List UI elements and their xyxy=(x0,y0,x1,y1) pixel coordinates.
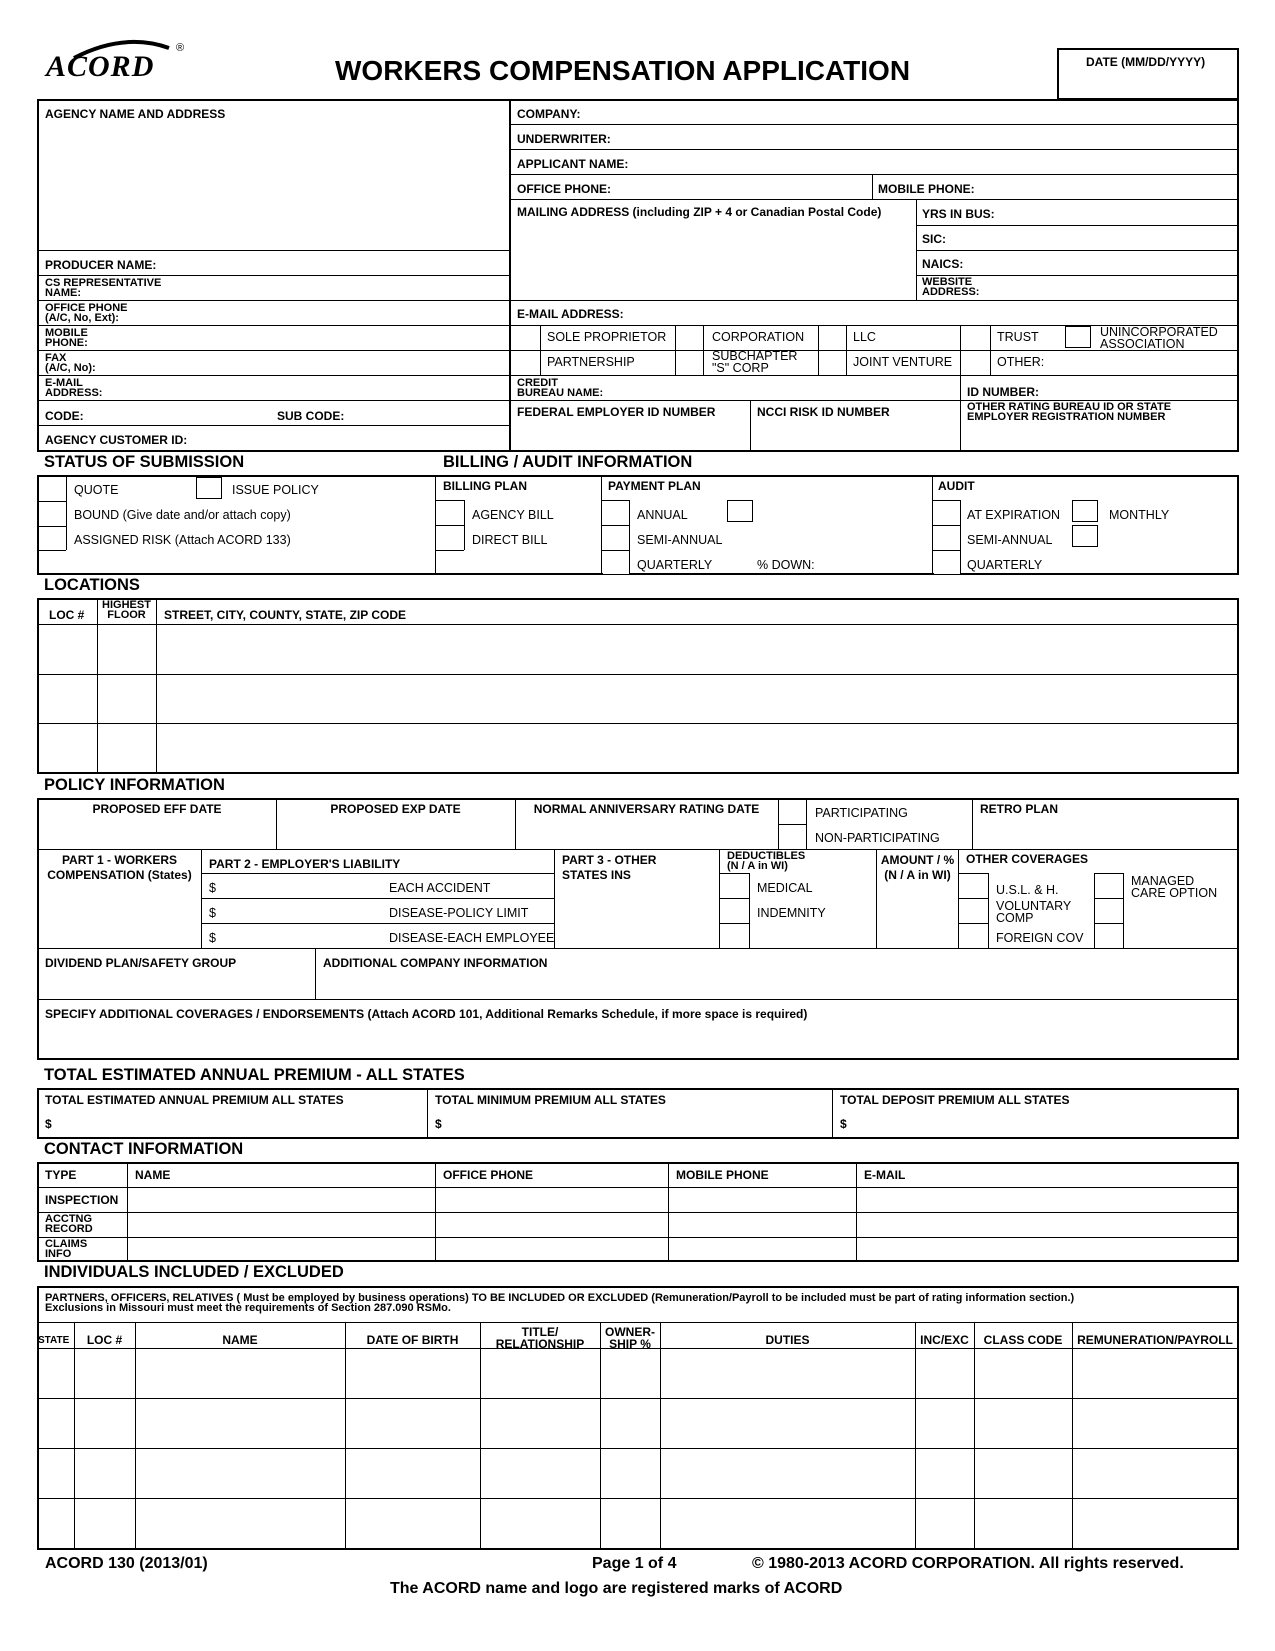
eff-date-label: PROPOSED EFF DATE xyxy=(92,802,222,816)
agency-customer-id-label: AGENCY CUSTOMER ID: xyxy=(45,433,188,447)
other-entity-label: OTHER: xyxy=(997,355,1045,369)
ind-ownership-header: OWNER- SHIP % xyxy=(605,1325,655,1351)
direct-bill-label: DIRECT BILL xyxy=(472,533,548,547)
form-id: ACORD 130 (2013/01) xyxy=(45,1555,208,1572)
assigned-risk-label: ASSIGNED RISK (Attach ACORD 133) xyxy=(74,533,291,547)
total-est-premium-label: TOTAL ESTIMATED ANNUAL PREMIUM ALL STATES xyxy=(45,1093,344,1107)
non-participating-label: NON-PARTICIPATING xyxy=(815,831,940,845)
at-expiration-checkbox[interactable] xyxy=(934,502,960,524)
mailing-address-label: MAILING ADDRESS (including ZIP + 4 or Canadian Postal Code) xyxy=(517,205,882,219)
ind-loc-header: LOC # xyxy=(86,1333,123,1347)
acctng-row-label: ACCTNG RECORD xyxy=(45,1213,93,1235)
total-min-premium-dollar: $ xyxy=(435,1117,442,1131)
contact-section-title: CONTACT INFORMATION xyxy=(44,1140,244,1158)
other-cov-extra2-checkbox[interactable] xyxy=(1095,925,1121,947)
producer-name-label: PRODUCER NAME: xyxy=(45,258,157,272)
contact-mobile-header: MOBILE PHONE xyxy=(676,1168,769,1182)
form-title: WORKERS COMPENSATION APPLICATION xyxy=(335,55,911,86)
agency-mobile-label: MOBILE PHONE: xyxy=(45,327,88,349)
partnership-label: PARTNERSHIP xyxy=(547,355,635,369)
dividend-plan-label: DIVIDEND PLAN/SAFETY GROUP xyxy=(45,956,237,970)
status-section-title: STATUS OF SUBMISSION xyxy=(44,453,245,471)
subchapter-s-label: SUBCHAPTER "S" CORP xyxy=(712,349,798,375)
part1-label: PART 1 - WORKERS COMPENSATION (States) xyxy=(47,853,192,882)
address-col-header: STREET, CITY, COUNTY, STATE, ZIP CODE xyxy=(164,608,407,622)
disease-employee-dollar: $ xyxy=(209,931,216,945)
anniversary-label: NORMAL ANNIVERSARY RATING DATE xyxy=(533,802,760,816)
payment-monthly-checkbox[interactable] xyxy=(727,500,753,522)
total-est-premium-dollar: $ xyxy=(45,1117,52,1131)
quarterly-label: QUARTERLY xyxy=(637,558,713,572)
trust-checkbox[interactable] xyxy=(962,327,988,349)
agency-bill-label: AGENCY BILL xyxy=(472,508,554,522)
joint-venture-checkbox[interactable] xyxy=(819,352,845,374)
total-min-premium-label: TOTAL MINIMUM PREMIUM ALL STATES xyxy=(435,1093,666,1107)
audit-semi-annual-checkbox[interactable] xyxy=(934,527,960,549)
non-participating-checkbox[interactable] xyxy=(779,825,805,847)
unincorporated-label: UNINCORPORATED ASSOCIATION xyxy=(1100,325,1218,351)
copyright: © 1980-2013 ACORD CORPORATION. All rights reserved. xyxy=(752,1555,1184,1572)
payment-plan-label: PAYMENT PLAN xyxy=(608,479,701,493)
contact-email-header: E-MAIL xyxy=(864,1168,906,1182)
applicant-email-label: E-MAIL ADDRESS: xyxy=(517,307,624,321)
logo-text: ACORD xyxy=(46,50,155,83)
audit-extra-checkbox[interactable] xyxy=(1072,525,1098,547)
audit-quarterly-checkbox[interactable] xyxy=(934,552,960,574)
ncci-label: NCCI RISK ID NUMBER xyxy=(757,405,890,419)
ind-incexc-header: INC/EXC xyxy=(920,1333,969,1347)
each-accident-label: EACH ACCIDENT xyxy=(389,881,491,895)
semi-annual-label: SEMI-ANNUAL xyxy=(637,533,723,547)
other-coverages-label: OTHER COVERAGES xyxy=(966,852,1089,866)
ind-duties-header: DUTIES xyxy=(765,1333,810,1347)
foreign-cov-checkbox[interactable] xyxy=(960,925,986,947)
yrs-in-bus-label: YRS IN BUS: xyxy=(922,207,995,221)
participating-checkbox[interactable] xyxy=(779,800,805,822)
agency-email-label: E-MAIL ADDRESS: xyxy=(45,377,103,399)
billing-plan-label: BILLING PLAN xyxy=(443,479,527,493)
naics-label: NAICS: xyxy=(922,257,964,271)
medical-checkbox[interactable] xyxy=(721,875,747,897)
loc-col-header: LOC # xyxy=(49,608,85,622)
at-expiration-label: AT EXPIRATION xyxy=(967,508,1061,522)
exp-date-label: PROPOSED EXP DATE xyxy=(330,802,461,816)
sole-proprietor-checkbox[interactable] xyxy=(513,327,539,349)
website-label: WEBSITE ADDRESS: xyxy=(922,276,980,298)
voluntary-comp-checkbox[interactable] xyxy=(960,900,986,922)
joint-venture-label: JOINT VENTURE xyxy=(853,355,953,369)
ind-payroll-header: REMUNERATION/PAYROLL xyxy=(1077,1333,1233,1347)
agency-office-phone-label: OFFICE PHONE (A/C, No, Ext): xyxy=(45,302,128,324)
ind-state-header: STATE xyxy=(38,1335,70,1346)
part2-label: PART 2 - EMPLOYER'S LIABILITY xyxy=(209,857,401,871)
ind-title-header: TITLE/ RELATIONSHIP xyxy=(495,1325,585,1351)
audit-label: AUDIT xyxy=(938,479,975,493)
quote-checkbox[interactable] xyxy=(39,478,65,500)
billing-section-title: BILLING / AUDIT INFORMATION xyxy=(443,453,693,471)
id-number-label: ID NUMBER: xyxy=(967,385,1039,399)
annual-checkbox[interactable] xyxy=(603,502,629,524)
audit-semi-annual-label: SEMI-ANNUAL xyxy=(967,533,1053,547)
deductibles-label: DEDUCTIBLES (N / A in WI) xyxy=(727,850,806,872)
sole-proprietor-label: SOLE PROPRIETOR xyxy=(547,330,667,344)
audit-monthly-checkbox[interactable] xyxy=(1072,500,1098,522)
location-row[interactable] xyxy=(38,724,1238,773)
premium-section-title: TOTAL ESTIMATED ANNUAL PREMIUM - ALL STATES xyxy=(44,1066,465,1084)
llc-checkbox[interactable] xyxy=(819,327,845,349)
contact-name-header: NAME xyxy=(135,1168,171,1182)
part3-label: PART 3 - OTHER STATES INS xyxy=(562,853,657,882)
quarterly-checkbox[interactable] xyxy=(603,552,629,574)
corporation-label: CORPORATION xyxy=(712,330,805,344)
individuals-section-title: INDIVIDUALS INCLUDED / EXCLUDED xyxy=(44,1263,344,1281)
code-label: CODE: xyxy=(45,409,84,423)
issue-policy-checkbox[interactable] xyxy=(196,477,222,499)
total-dep-premium-dollar: $ xyxy=(840,1117,847,1131)
issue-policy-label: ISSUE POLICY xyxy=(232,483,319,497)
pct-down-label: % DOWN: xyxy=(757,558,815,572)
locations-section-title: LOCATIONS xyxy=(44,576,140,594)
unincorporated-checkbox[interactable] xyxy=(1065,326,1091,348)
corporation-checkbox[interactable] xyxy=(676,327,702,349)
assigned-risk-checkbox[interactable] xyxy=(39,528,65,550)
sic-label: SIC: xyxy=(922,232,946,246)
agency-bill-checkbox[interactable] xyxy=(437,502,463,524)
trust-label: TRUST xyxy=(997,330,1039,344)
contact-type-header: TYPE xyxy=(45,1168,77,1182)
other-bureau-label: OTHER RATING BUREAU ID OR STATE EMPLOYER REGISTRATION NUMBER xyxy=(967,401,1172,423)
applicant-office-phone-label: OFFICE PHONE: xyxy=(517,182,612,196)
indemnity-checkbox[interactable] xyxy=(721,900,747,922)
retro-plan-label: RETRO PLAN xyxy=(980,802,1058,816)
highest-floor-col-header: HIGHEST FLOOR xyxy=(102,599,151,621)
additional-company-label: ADDITIONAL COMPANY INFORMATION xyxy=(323,956,548,970)
direct-bill-checkbox[interactable] xyxy=(437,527,463,549)
managed-care-checkbox[interactable] xyxy=(1095,875,1121,897)
individual-row[interactable] xyxy=(38,1499,1238,1548)
total-dep-premium-label: TOTAL DEPOSIT PREMIUM ALL STATES xyxy=(840,1093,1070,1107)
ind-class-header: CLASS CODE xyxy=(983,1333,1063,1347)
disease-employee-label: DISEASE-EACH EMPLOYEE xyxy=(389,931,555,945)
individual-row[interactable] xyxy=(38,1349,1238,1398)
individual-row[interactable] xyxy=(38,1449,1238,1498)
foreign-cov-label: FOREIGN COV xyxy=(996,931,1084,945)
cs-rep-label: CS REPRESENTATIVE NAME: xyxy=(45,277,162,299)
indemnity-label: INDEMNITY xyxy=(757,906,826,920)
subchapter-s-checkbox[interactable] xyxy=(676,352,702,374)
bound-label: BOUND (Give date and/or attach copy) xyxy=(74,508,291,522)
date-label: DATE (MM/DD/YYYY) xyxy=(1086,55,1206,69)
location-row[interactable] xyxy=(38,675,1238,723)
annual-label: ANNUAL xyxy=(637,508,688,522)
agency-fax-label: FAX (A/C, No): xyxy=(45,352,96,374)
claims-row-label: CLAIMS INFO xyxy=(45,1238,88,1260)
underwriter-label: UNDERWRITER: xyxy=(517,132,611,146)
audit-quarterly-label: QUARTERLY xyxy=(967,558,1043,572)
agency-name-address-label: AGENCY NAME AND ADDRESS xyxy=(45,107,226,121)
participating-label: PARTICIPATING xyxy=(815,806,908,820)
each-accident-dollar: $ xyxy=(209,881,216,895)
ind-name-header: NAME xyxy=(222,1333,258,1347)
registered-mark: ® xyxy=(176,42,185,54)
other-entity-checkbox[interactable] xyxy=(962,352,988,374)
policy-section-title: POLICY INFORMATION xyxy=(44,776,225,794)
ind-dob-header: DATE OF BIRTH xyxy=(366,1333,459,1347)
individuals-note: PARTNERS, OFFICERS, RELATIVES ( Must be employed by business operations) TO BE INCLUDED OR EXCLUDED (Remuneration/Payroll to be included must be part of rating information section.) Exclusions in Missouri must meet the requirements of Section 287.090 RSMo. xyxy=(45,1292,1075,1314)
contact-office-header: OFFICE PHONE xyxy=(443,1168,534,1182)
fein-label: FEDERAL EMPLOYER ID NUMBER xyxy=(517,405,716,419)
quote-label: QUOTE xyxy=(74,483,119,497)
sub-code-label: SUB CODE: xyxy=(277,409,345,423)
semi-annual-checkbox[interactable] xyxy=(603,527,629,549)
inspection-row-label: INSPECTION xyxy=(45,1193,119,1207)
bound-checkbox[interactable] xyxy=(39,503,65,525)
amount-label: AMOUNT / % (N / A in WI) xyxy=(880,853,955,882)
acord-logo xyxy=(44,36,194,86)
usl-label: U.S.L. & H. xyxy=(996,883,1059,897)
registered-marks-note: The ACORD name and logo are registered marks of ACORD xyxy=(390,1580,843,1597)
location-row[interactable] xyxy=(38,625,1238,674)
page-number: Page 1 of 4 xyxy=(592,1555,677,1572)
disease-policy-label: DISEASE-POLICY LIMIT xyxy=(389,906,529,920)
usl-checkbox[interactable] xyxy=(960,875,986,897)
applicant-mobile-phone-label: MOBILE PHONE: xyxy=(878,182,975,196)
disease-policy-dollar: $ xyxy=(209,906,216,920)
applicant-name-label: APPLICANT NAME: xyxy=(517,157,629,171)
company-label: COMPANY: xyxy=(517,107,581,121)
llc-label: LLC xyxy=(853,330,876,344)
specify-coverages-label: SPECIFY ADDITIONAL COVERAGES / ENDORSEMENTS (Attach ACORD 101, Additional Remarks Schedule, if more space is required) xyxy=(45,1007,808,1021)
managed-care-label: MANAGED CARE OPTION xyxy=(1131,874,1218,900)
individual-row[interactable] xyxy=(38,1399,1238,1448)
audit-monthly-label: MONTHLY xyxy=(1109,508,1170,522)
medical-label: MEDICAL xyxy=(757,881,813,895)
other-cov-extra-checkbox[interactable] xyxy=(1095,900,1121,922)
partnership-checkbox[interactable] xyxy=(513,352,539,374)
credit-bureau-label: CREDIT BUREAU NAME: xyxy=(517,377,604,399)
voluntary-comp-label: VOLUNTARY COMP xyxy=(996,899,1072,925)
